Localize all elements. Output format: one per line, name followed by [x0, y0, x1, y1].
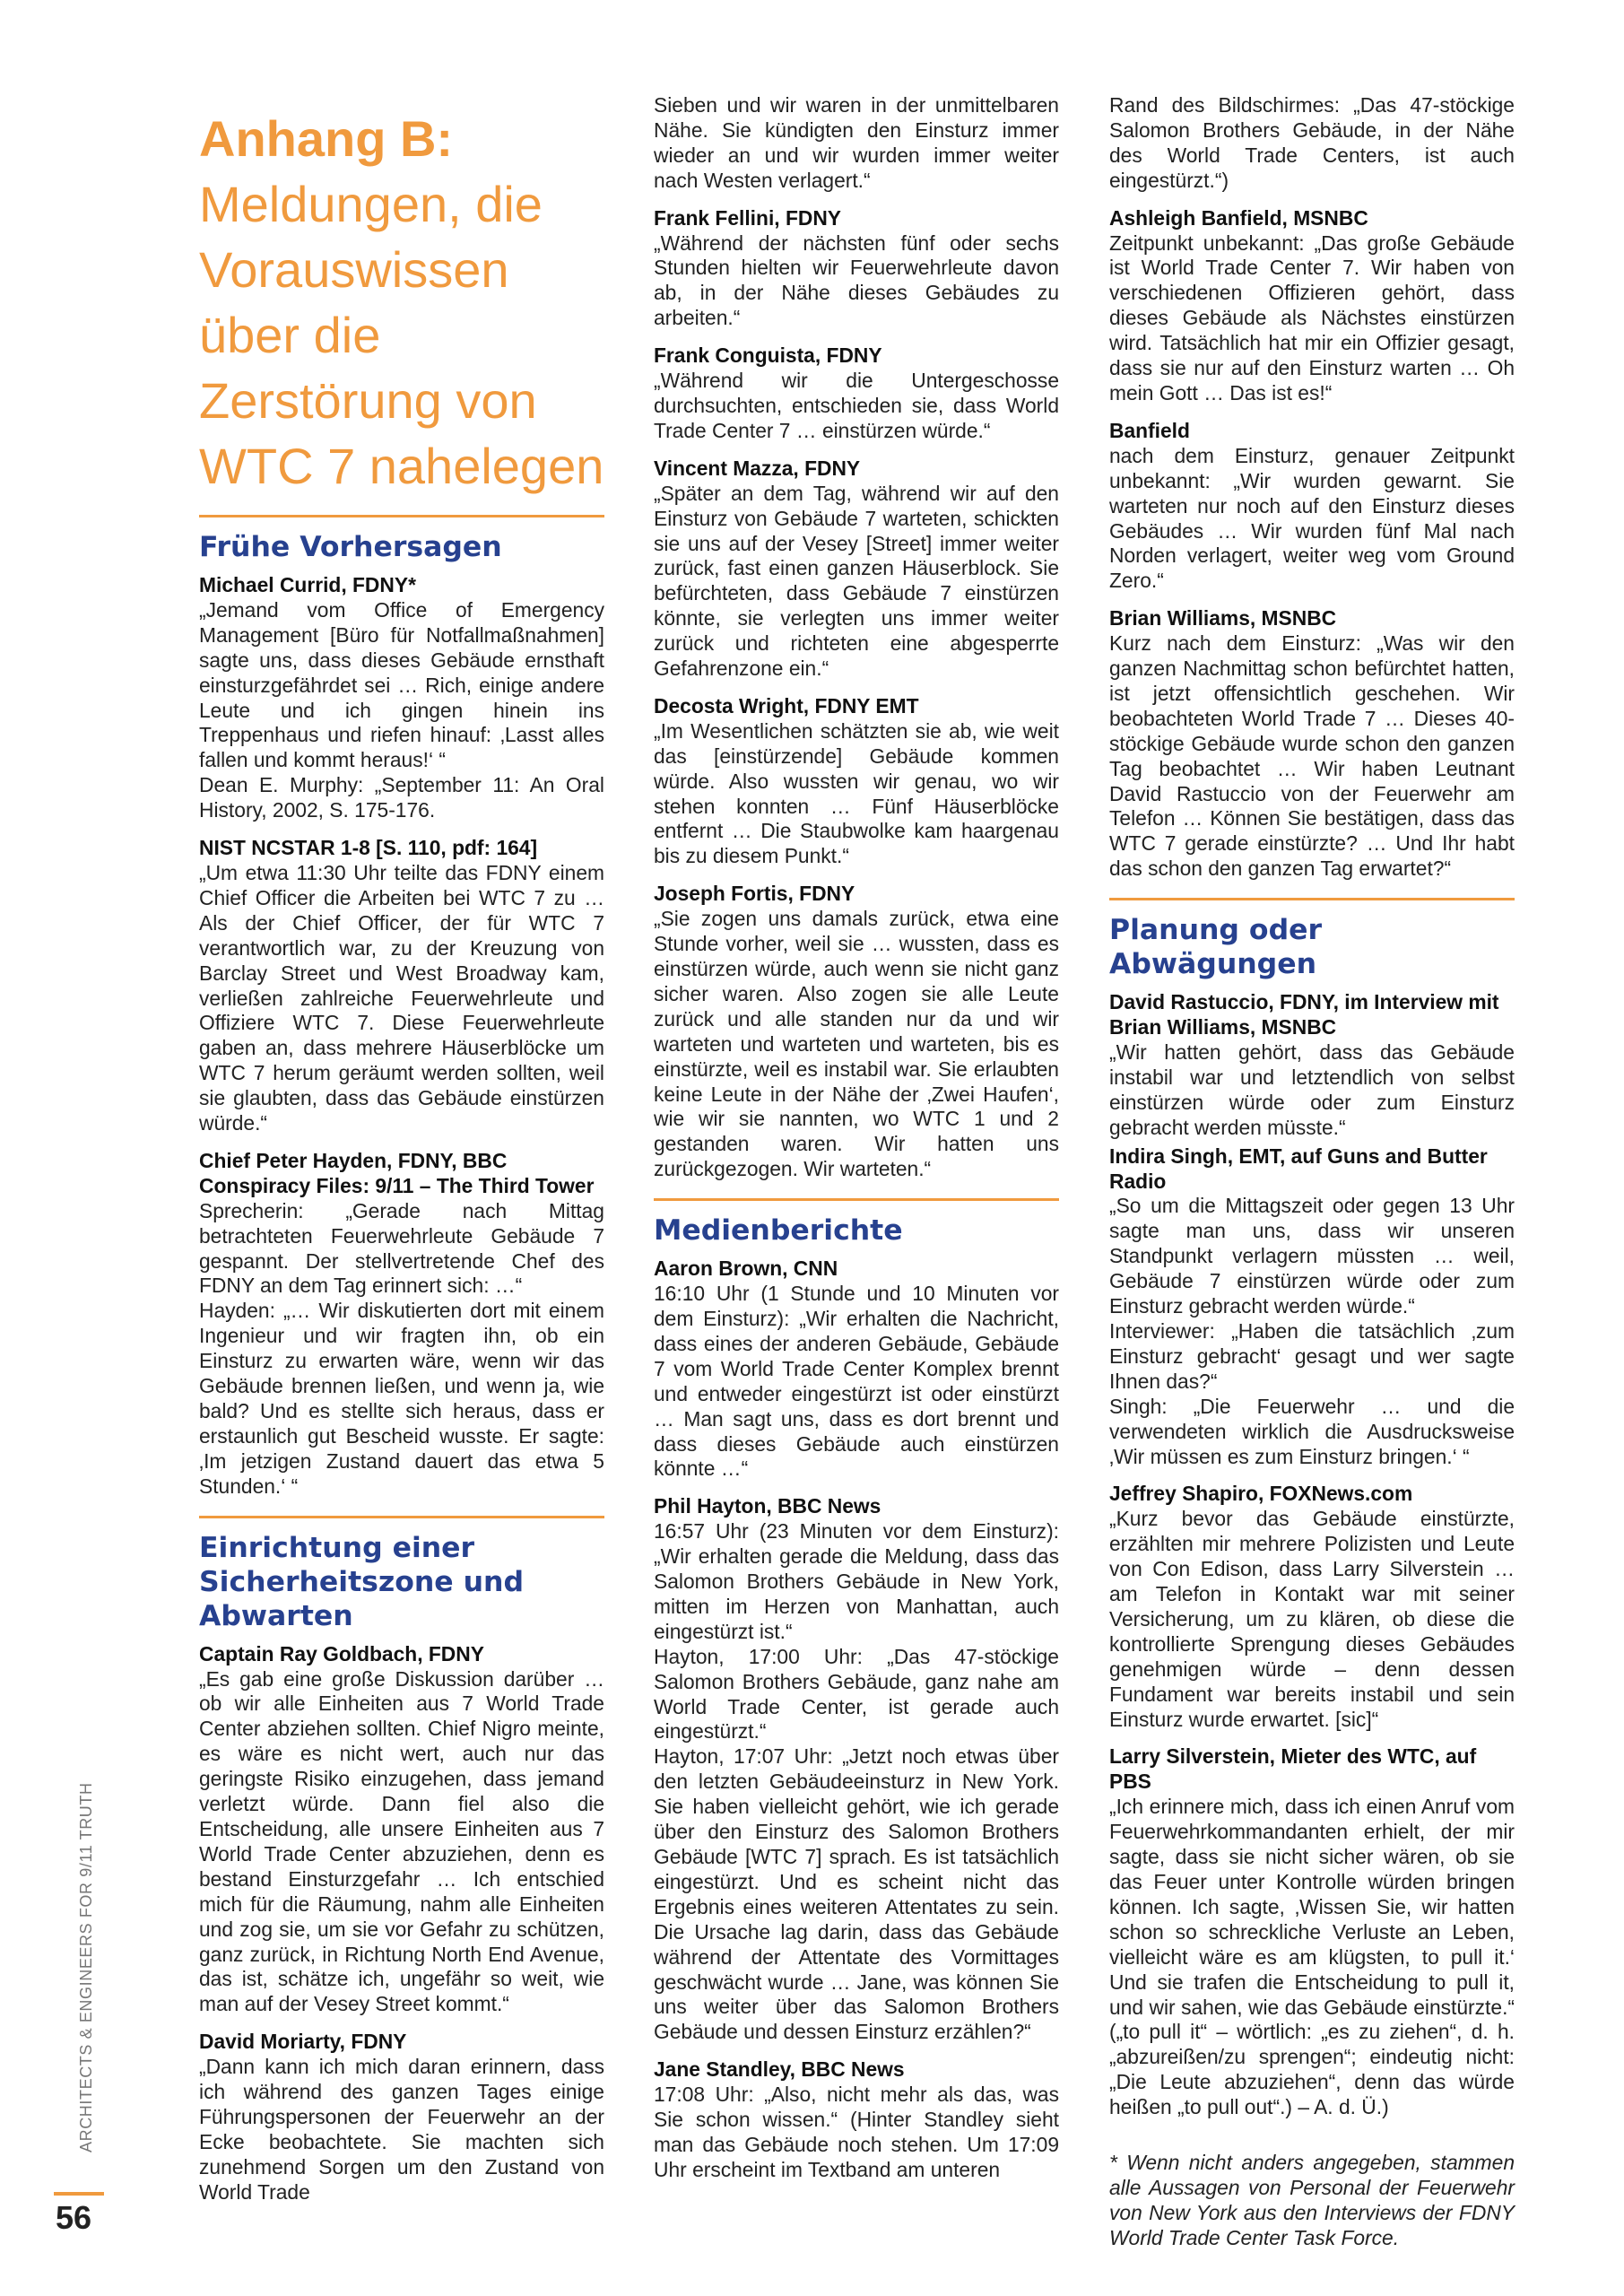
- quote-text: „Sie zogen uns damals zurück, etwa eine Stunde vorher, weil sie … wussten, dass es einstürzen würde, auch wenn sie nicht ganz sicher waren. Also zogen sie alle Leute zurück und alle standen nur da und wir warteten und warteten und warteten, bis es einstürzte, weil es instabil war. Sie erlaubten keine Leute in der Nähe der ‚Zwei Haufen‘, wie wir sie nannten, wo WTC 1 und 2 gestanden waren. Wir hatten uns zurückgezogen. Wir warteten.“: [654, 907, 1059, 1181]
- quote-text: „Es gab eine große Diskussion darüber … ob wir alle Einheiten aus 7 World Trade Center abziehen sollten. Chief Nigro meinte, es wäre es nicht wert, auch nur das geringste Risiko einzugehen, dass jemand verletzt würde. Dann fiel also die Entscheidung, alle unsere Einheiten aus 7 World Trade Center abzuziehen, denn es bestand Einsturzgefahr … Ich entschied mich für die Räumung, nahm alle Einheiten und zog sie, um sie vor Gefahr zu schützen, ganz zurück, in Richtung North End Avenue, das ist, schätze ich, ungefähr so weit, wie man auf der Vesey Street kommt.“: [199, 1666, 604, 2016]
- quote-text: Hayton, 17:07 Uhr: „Jetzt noch etwas über den letzten Gebäudeeinsturz in New York. Sie haben vielleicht gehört, wie ich gerade über den Einsturz des Salomon Brothers Gebäude [WTC 7] sprach. Es ist tatsächlich eingestürzt. Und es scheint nicht das Ergebnis eines weiteren Attentates zu sein. Die Ursache lag darin, dass das Gebäude während der Attentate des Vormittages geschwächt wurde … Jane, was können Sie uns weiter über das Salomon Brothers Gebäude und dessen Einsturz erzählen?“: [654, 1744, 1059, 2044]
- source-heading: Indira Singh, EMT, auf Guns and Butter Radio: [1109, 1144, 1488, 1193]
- source-heading: David Moriarty, FDNY: [199, 2030, 407, 2054]
- page-title: [199, 106, 604, 499]
- source-heading: NIST NCSTAR 1-8 [S. 110, pdf: 164]: [199, 836, 538, 860]
- title-line: WTC 7 nahelegen: [199, 438, 604, 494]
- source-heading: Banfield: [1109, 418, 1190, 442]
- quote-text: „Während der nächsten fünf oder sechs Stunden hielten wir Feuerwehrleute davon ab, in der Nähe dieses Gebäudes zu arbeiten.“: [654, 230, 1059, 330]
- quote-text: Sprecherin: „Gerade nach Mittag betrachteten Feuerwehrleute Gebäude 7 gespannt. Der stellvertretende Chef des FDNY an dem Tag erinnert sich: …“: [199, 1198, 604, 1298]
- source-heading: Brian Williams, MSNBC: [1109, 606, 1337, 631]
- quote-text: Rand des Bildschirmes: „Das 47-stöckige Salomon Brothers Gebäude, in der Nähe des World Trade Centers, ist auch eingestürzt.“): [1109, 93, 1515, 192]
- section-divider: [199, 1516, 604, 1518]
- quote-text: Hayden: „… Wir diskutierten dort mit einem Ingenieur und wir fragten ihn, ob ein Einsturz zu erwarten wäre, wenn wir das Gebäude brennen ließen, und wenn ja, wie bald? Und es stellte sich heraus, dass er erstaunlich gut Bescheid wusste. Er sagte: ‚Im jetzigen Zustand dauert das etwa 5 Stunden.‘ “: [199, 1299, 604, 1498]
- side-label: ARCHITECTS & ENGINEERS FOR 9/11 TRUTH: [77, 1782, 95, 2152]
- quote-text: Kurz nach dem Einsturz: „Was wir den ganzen Nachmittag schon befürchtet hatten, ist jetzt offensichtlich geschehen. Wir beobachteten World Trade 7 … Dieses 40-stöckige Gebäude wurde schon den ganzen Tag beobachtet … Wir haben Leutnant David Rastuccio von der Feuerwehr am Telefon … Können Sie bestätigen, dass das WTC 7 gerade einstürzte? … Und Ihr habt das schon den ganzen Tag erwartet?“: [1109, 631, 1515, 881]
- section-heading: Planung oder Abwägungen: [1109, 914, 1323, 981]
- quote-text: 16:10 Uhr (1 Stunde und 10 Minuten vor dem Einsturz): „Wir erhalten die Nachricht, dass eines der anderen Gebäude, Gebäude 7 vom World Trade Center Komplex brennt und entweder eingestürzt ist oder einstürzt … Man sagt uns, dass es dort brennt und dass dieses Gebäude auch einstürzen könnte …“: [654, 1282, 1059, 1481]
- source-heading: Phil Hayton, BBC News: [654, 1494, 881, 1518]
- quote-text: „Dann kann ich mich daran erinnern, dass ich während des ganzen Tages einige Führungspersonen der Feuerwehr an der Ecke beobachtete. Sie machten sich zunehmend Sorgen um den Zustand von World Trade: [199, 2055, 604, 2204]
- source-heading: Jane Standley, BBC News: [654, 2057, 905, 2082]
- section-divider: [654, 1198, 1059, 1201]
- footnote: * Wenn nicht anders angegeben, stammen alle Aussagen von Personal der Feuerwehr von New York aus den Interviews der FDNY World Trade Center Task Force.: [1109, 2151, 1515, 2249]
- source-heading: Captain Ray Goldbach, FDNY: [199, 1641, 484, 1665]
- page-number: 56: [56, 2199, 92, 2236]
- source-heading: David Rastuccio, FDNY, im Interview mit Brian Williams, MSNBC: [1109, 990, 1499, 1039]
- column-2: [654, 93, 1059, 2183]
- section-divider: [1109, 898, 1515, 900]
- title-line: Meldungen, die: [199, 176, 543, 232]
- quote-text: Sieben und wir waren in der unmittelbaren Nähe. Sie kündigten den Einsturz immer wieder an und wir wurden immer weiter nach Westen verlagert.“: [654, 93, 1059, 192]
- source-heading: Jeffrey Shapiro, FOXNews.com: [1109, 1482, 1413, 1506]
- quote-text: Hayton, 17:00 Uhr: „Das 47-stöckige Salomon Brothers Gebäude, ganz nahe am World Trade Center, ist gerade auch eingestürzt.“: [654, 1644, 1059, 1744]
- quote-text: nach dem Einsturz, genauer Zeitpunkt unbekannt: „Wir wurden gewarnt. Sie warteten nur noch auf den Einsturz dieses Gebäudes … Wir wurden fünf Mal nach Norden verlagert, weiter weg vom Ground Zero.“: [1109, 443, 1515, 593]
- quote-text: Singh: „Die Feuerwehr … und die verwendeten wirklich die Ausdrucksweise ‚Wir müssen es zum Einsturz bringen.‘ “: [1109, 1394, 1515, 1468]
- section-heading: Frühe Vorhersagen: [199, 531, 502, 563]
- source-heading: Frank Fellini, FDNY: [654, 205, 842, 230]
- quote-text: „Im Wesentlichen schätzten sie ab, wie weit das [einstürzende] Gebäude kommen würde. Also wussten wir genau, wo wir stehen konnten … Fünf Häuserblöcke entfernt … Die Staubwolke kam haargenau bis zu diesem Punkt.“: [654, 718, 1059, 868]
- quote-text: „Ich erinnere mich, dass ich einen Anruf vom Feuerwehrkommandanten erhielt, der mir sagte, dass sie nicht sicher wären, ob sie das Feuer unter Kontrolle würden bringen können. Ich sagte, ‚Wissen Sie, wir hatten schon so schreckliche Verluste an Leben, vielleicht wäre es am klügsten, to pull it.‘ Und sie trafen die Entscheidung to pull it, und wir sahen, wie das Gebäude einstürzte.“ („to pull it“ – wörtlich: „es zu ziehen“, d. h. „abzureißen/zu sprengen“; eindeutig nicht: „Die Leute abzuziehen“, denn das würde heißen „to pull out“.) – A. d. Ü.): [1109, 1795, 1515, 2119]
- title-line: Zerstörung von: [199, 372, 537, 429]
- title-line: Vorauswissen: [199, 241, 509, 298]
- title-lead: Anhang B:: [199, 110, 454, 167]
- quote-text: Interviewer: „Haben die tatsächlich ‚zum Einsturz gebracht‘ gesagt und wer sagte Ihnen das?“: [1109, 1318, 1515, 1393]
- citation-text: Dean E. Murphy: „September 11: An Oral History, 2002, S. 175-176.: [199, 773, 604, 822]
- column-1: [199, 93, 604, 2205]
- quote-text: „So um die Mittagszeit oder gegen 13 Uhr sagte man uns, dass wir unseren Standpunkt verlagern müssten … weil, Gebäude 7 einstürzen würde oder zum Einsturz gebracht werden würde.“: [1109, 1194, 1515, 1318]
- quote-text: „Wir hatten gehört, dass das Gebäude instabil war und letztendlich von selbst einstürzen würde oder zum Einsturz gebracht werden müsste.“: [1109, 1040, 1515, 1139]
- quote-text: „Während wir die Untergeschosse durchsuchten, entschieden sie, dass World Trade Center 7 … einstürzen würde.“: [654, 369, 1059, 442]
- source-heading: Chief Peter Hayden, FDNY, BBC Conspiracy Files: 9/11 – The Third Tower: [199, 1148, 595, 1197]
- source-heading: Joseph Fortis, FDNY: [654, 882, 855, 906]
- source-heading: Michael Currid, FDNY*: [199, 573, 416, 596]
- section-divider: [199, 515, 604, 517]
- source-heading: Vincent Mazza, FDNY: [654, 456, 861, 480]
- quote-text: 17:08 Uhr: „Also, nicht mehr als das, was Sie schon wissen.“ (Hinter Standley sieht man das Gebäude noch stehen. Um 17:09 Uhr erscheint im Textband am unteren: [654, 2083, 1059, 2181]
- source-heading: Decosta Wright, FDNY EMT: [654, 693, 919, 718]
- title-line: über die: [199, 307, 381, 363]
- quote-text: „Später an dem Tag, während wir auf den Einsturz von Gebäude 7 warteten, schickten sie uns auf der Vesey [Street] immer weiter zurück, fast einen ganzen Häuserblock. Sie befürchteten, dass Gebäude 7 einstürzen könnte, sie verlegten uns immer weiter zurück und richteten eine abgesperrte Gefahrenzone ein.“: [654, 481, 1059, 681]
- quote-text: Zeitpunkt unbekannt: „Das große Gebäude ist World Trade Center 7. Wir haben von verschiedenen Offizieren gehört, dass dieses Gebäude als Nächstes einstürzen wird. Tatsächlich hat mir ein Offizier gesagt, dass sie nur auf den Einsturz warten … Oh mein Gott … Das ist es!“: [1109, 230, 1515, 404]
- section-heading: Einrichtung einer Sicherheitszone und Abwarten: [199, 1531, 525, 1632]
- quote-text: „Jemand vom Office of Emergency Management [Büro für Notfallmaßnahmen] sagte uns, dass dieses Gebäude ernsthaft einsturzgefährdet sei … Rich, einige andere Leute und ich gingen hinein ins Treppenhaus und riefen hinauf: ‚Lasst alles fallen und kommt heraus!‘ “: [199, 597, 604, 772]
- source-heading: Larry Silverstein, Mieter des WTC, auf PBS: [1109, 1744, 1477, 1794]
- source-heading: Aaron Brown, CNN: [654, 1257, 838, 1281]
- column-3: [1109, 93, 1515, 2251]
- source-heading: Ashleigh Banfield, MSNBC: [1109, 205, 1368, 230]
- page-number-divider: [54, 2192, 104, 2196]
- section-heading: Medienberichte: [654, 1214, 903, 1248]
- source-heading: Frank Conguista, FDNY: [654, 344, 882, 368]
- quote-text: „Um etwa 11:30 Uhr teilte das FDNY einem Chief Officer die Arbeiten bei WTC 7 zu … Als der Chief Officer, der für WTC 7 verantwortlich war, zu der Kreuzung von Barclay Street und West Broadway kam, verließen zahlreiche Feuerwehrleute und Offiziere WTC 7. Diese Feuerwehrleute gaben an, dass mehrere Häuserblöcke um WTC 7 herum geräumt werden sollten, weil sie glaubten, dass das Gebäude einstürzen würde.“: [199, 860, 604, 1135]
- quote-text: 16:57 Uhr (23 Minuten vor dem Einsturz): „Wir erhalten gerade die Meldung, dass das Salomon Brothers Gebäude in New York, mitten im Herzen von Manhattan, auch eingestürzt ist.“: [654, 1519, 1059, 1643]
- quote-text: „Kurz bevor das Gebäude einstürzte, erzählten mir mehrere Polizisten und Leute von Con Edison, dass Larry Silverstein … am Telefon in Kontakt war mit seiner Versicherung, um zu klären, ob diese die kontrollierte Sprengung dieses Gebäudes genehmigen würde – denn dessen Fundament war bereits instabil und sein Einsturz wurde erwartet. [sic]“: [1109, 1507, 1515, 1731]
